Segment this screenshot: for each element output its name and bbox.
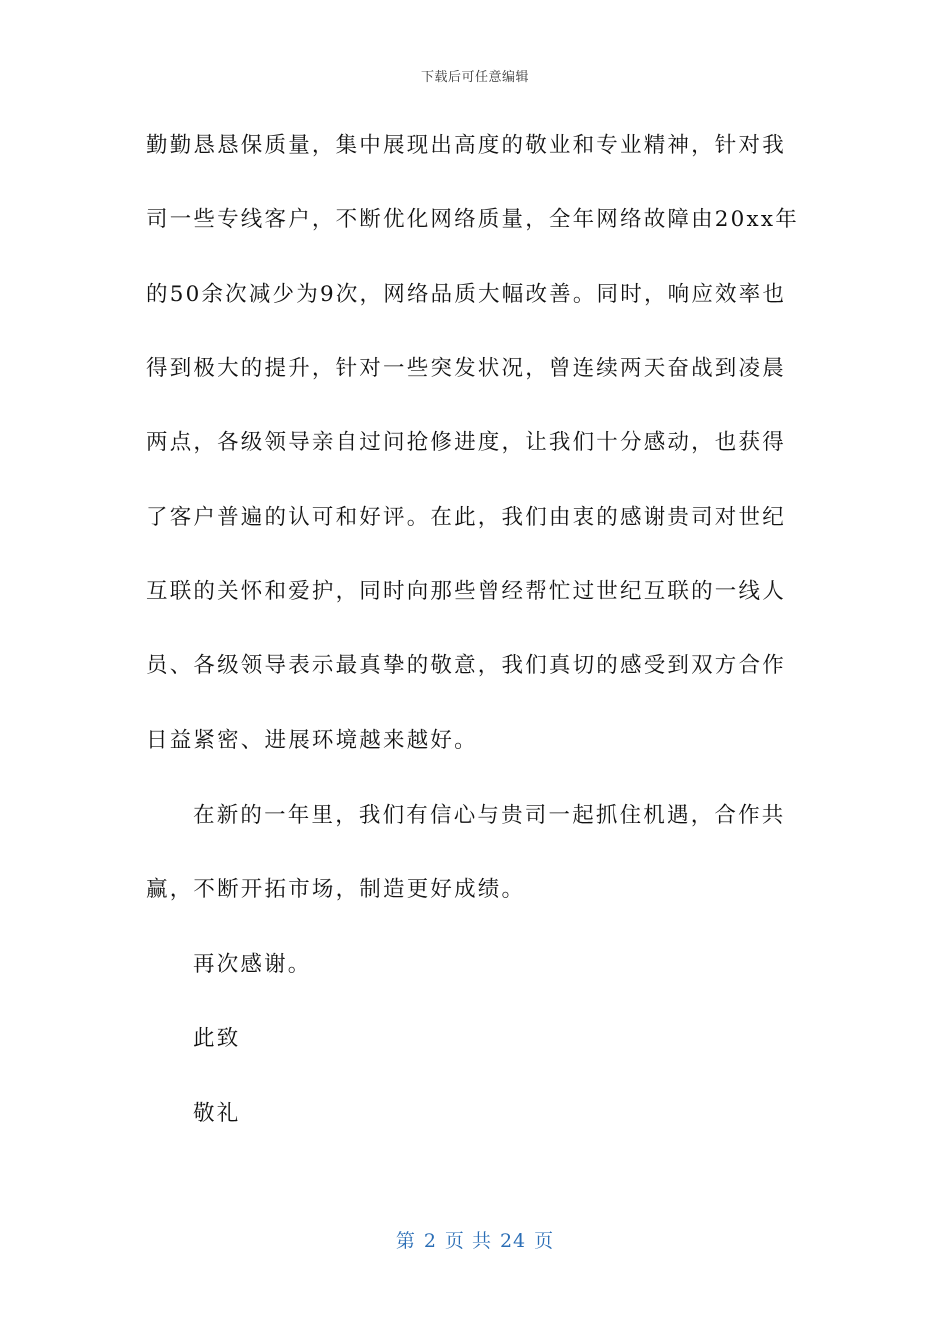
page-header: 下载后可任意编辑 — [420, 70, 529, 85]
body-line-3: 的50余次减少为9次，网络品质大幅改善。同时，响应效率也 — [146, 282, 787, 307]
body-line-5: 两点，各级领导亲自过问抢修进度，让我们十分感动，也获得 — [146, 430, 786, 455]
body-line-10: 在新的一年里，我们有信心与贵司一起抓住机遇，合作共 — [193, 803, 786, 828]
footer-middle: 页 共 — [444, 1230, 492, 1252]
footer-current-page: 2 — [423, 1230, 437, 1252]
closing-regards: 敬礼 — [193, 1101, 241, 1126]
closing-salutation: 此致 — [193, 1026, 241, 1051]
body-line-9: 日益紧密、进展环境越来越好。 — [146, 728, 478, 753]
body-line-1: 勤勤恳恳保质量，集中展现出高度的敬业和专业精神，针对我 — [146, 133, 786, 158]
footer-total-pages: 24 — [499, 1230, 527, 1252]
body-line-12: 再次感谢。 — [193, 952, 312, 977]
body-line-8: 员、各级领导表示最真挚的敬意，我们真切的感受到双方合作 — [146, 653, 786, 678]
footer-suffix: 页 — [534, 1230, 555, 1252]
body-line-6: 了客户普遍的认可和好评。在此，我们由衷的感谢贵司对世纪 — [146, 505, 786, 530]
body-line-11: 赢，不断开拓市场，制造更好成绩。 — [146, 877, 526, 902]
body-line-4: 得到极大的提升，针对一些突发状况，曾连续两天奋战到凌晨 — [146, 356, 786, 381]
body-line-7: 互联的关怀和爱护，同时向那些曾经帮忙过世纪互联的一线人 — [146, 579, 786, 604]
body-line-2: 司一些专线客户，不断优化网络质量，全年网络故障由20xx年 — [146, 207, 799, 232]
page-footer — [0, 1226, 950, 1253]
footer-prefix: 第 — [395, 1230, 416, 1252]
